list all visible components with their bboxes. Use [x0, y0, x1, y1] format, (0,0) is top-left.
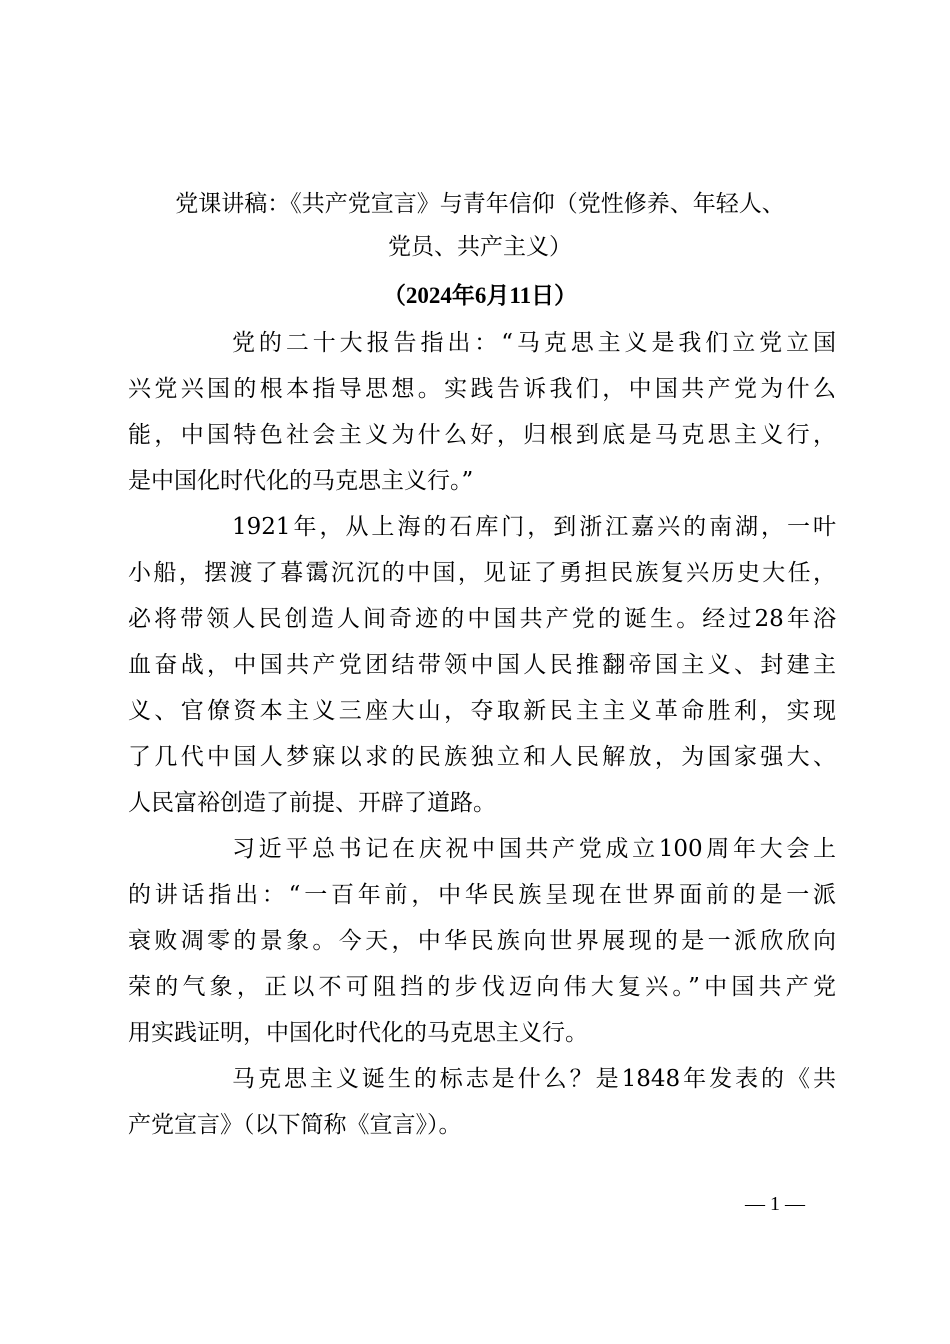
- paragraph-line: 荣的气象，正以不可阻挡的步伐迈向伟大复兴。”中国共产党: [128, 974, 836, 1000]
- paragraph-4: [128, 1056, 836, 1148]
- paragraph-line: 兴党兴国的根本指导思想。实践告诉我们，中国共产党为什么: [128, 376, 836, 402]
- paragraph-line: 习近平总书记在庆祝中国共产党成立100周年大会上: [232, 836, 836, 862]
- paragraph-line: 必将带领人民创造人间奇迹的中国共产党的诞生。经过28年浴: [128, 606, 836, 632]
- paragraph-line: 1921年，从上海的石库门，到浙江嘉兴的南湖，一叶: [232, 514, 836, 540]
- document-date: （2024年6月11日）: [382, 283, 578, 308]
- paragraph-line: 能，中国特色社会主义为什么好，归根到底是马克思主义行，: [128, 422, 836, 448]
- paragraph-line: 了几代中国人梦寐以求的民族独立和人民解放，为国家强大、: [128, 744, 836, 770]
- paragraph-line: 马克思主义诞生的标志是什么？是1848年发表的《共: [232, 1066, 836, 1092]
- paragraph-line: 小船，摆渡了暮霭沉沉的中国，见证了勇担民族复兴历史大任，: [128, 560, 836, 586]
- document-title-line-2: 党员、共产主义）: [388, 234, 572, 260]
- paragraph-line: 党的二十大报告指出：“马克思主义是我们立党立国: [232, 330, 836, 356]
- paragraph-line: 义、官僚资本主义三座大山，夺取新民主主义革命胜利，实现: [128, 698, 836, 724]
- paragraph-1: [128, 320, 836, 504]
- paragraph-line: 产党宣言》（以下简称《宣言》）。: [128, 1112, 462, 1138]
- paragraph-line: 是中国化时代化的马克思主义行。”: [128, 468, 474, 494]
- paragraph-2: [128, 504, 836, 826]
- page-number: — 1 —: [745, 1193, 805, 1215]
- paragraph-line: 血奋战，中国共产党团结带领中国人民推翻帝国主义、封建主: [128, 652, 836, 678]
- paragraph-line: 的讲话指出：“一百年前，中华民族呈现在世界面前的是一派: [128, 882, 836, 908]
- paragraph-3: [128, 826, 836, 1056]
- document-title-line-1: 党课讲稿：《共产党宣言》与青年信仰（党性修养、年轻人、: [175, 191, 785, 217]
- paragraph-line: 用实践证明，中国化时代化的马克思主义行。: [128, 1020, 588, 1046]
- paragraph-line: 人民富裕创造了前提、开辟了道路。: [128, 790, 496, 816]
- paragraph-line: 衰败凋零的景象。今天，中华民族向世界展现的是一派欣欣向: [128, 928, 836, 954]
